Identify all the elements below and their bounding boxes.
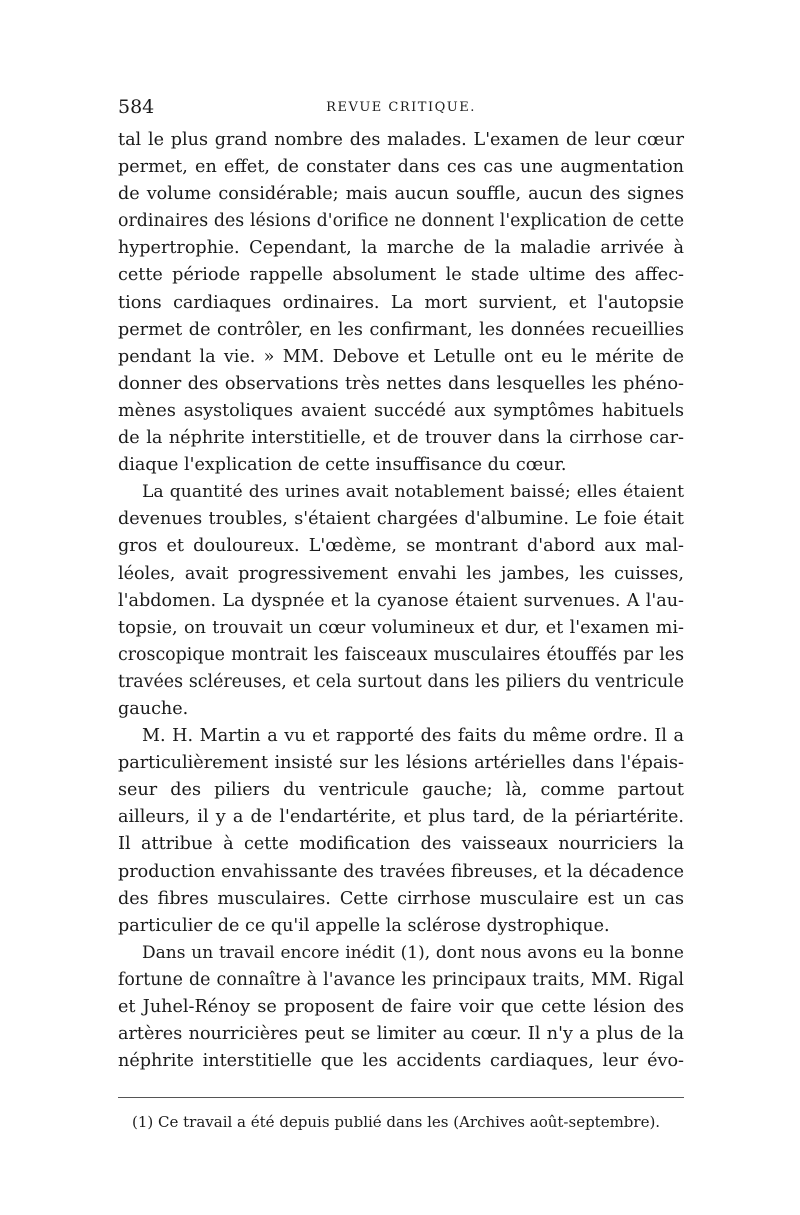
- text-line: permet, en effet, de constater dans ces cas une augmentation: [118, 157, 684, 178]
- paragraph-4: [118, 940, 684, 1075]
- text-line: permet de contrôler, en les confirmant, les données recueillies: [118, 319, 684, 340]
- page-header: [118, 96, 684, 122]
- text-line: cette période rappelle absolument le stade ultime des affec-: [118, 265, 684, 286]
- text-line: topsie, on trouvait un cœur volumineux et dur, et l'examen mi-: [118, 617, 684, 638]
- text-line: particulièrement insisté sur les lésions artérielles dans l'épais-: [118, 753, 684, 774]
- footnote: (1) Ce travail a été depuis publié dans les (Archives août-septembre).: [132, 1113, 661, 1131]
- text-line: M. H. Martin a vu et rapporté des faits du même ordre. Il a: [142, 726, 684, 747]
- text-line: seur des piliers du ventricule gauche; là, comme partout: [118, 780, 684, 801]
- text-line: diaque l'explication de cette insuffisance du cœur.: [118, 455, 567, 476]
- text-line: ailleurs, il y a de l'endartérite, et plus tard, de la périartérite.: [118, 807, 684, 828]
- text-line: hypertrophie. Cependant, la marche de la maladie arrivée à: [118, 238, 684, 259]
- text-line: des fibres musculaires. Cette cirrhose musculaire est un cas: [118, 888, 684, 909]
- text-line: léoles, avait progressivement envahi les jambes, les cuisses,: [118, 563, 684, 584]
- text-line: devenues troubles, s'étaient chargées d'albumine. Le foie était: [118, 509, 684, 530]
- text-line: travées scléreuses, et cela surtout dans les piliers du ventricule: [118, 671, 684, 692]
- text-line: Il attribue à cette modification des vaisseaux nourriciers la: [118, 834, 684, 855]
- running-head: REVUE CRITIQUE.: [326, 100, 476, 115]
- text-line: néphrite interstitielle que les accidents cardiaques, leur évo-: [118, 1051, 684, 1072]
- text-line: de la néphrite interstitielle, et de trouver dans la cirrhose car-: [118, 428, 684, 449]
- text-line: de volume considérable; mais aucun souffle, aucun des signes: [118, 184, 684, 205]
- page-number: 584: [118, 96, 155, 118]
- text-line: gauche.: [118, 698, 189, 719]
- body-text: [118, 127, 684, 1075]
- text-line: ordinaires des lésions d'orifice ne donnent l'explication de cette: [118, 211, 684, 232]
- text-line: artères nourricières peut se limiter au cœur. Il n'y a plus de la: [118, 1024, 684, 1045]
- paragraph-3: [118, 723, 684, 940]
- text-line: croscopique montrait les faisceaux musculaires étouffés par les: [118, 644, 684, 665]
- text-line: tal le plus grand nombre des malades. L'examen de leur cœur: [118, 130, 684, 150]
- text-line: production envahissante des travées fibreuses, et la décadence: [118, 861, 684, 882]
- footnote-rule: [118, 1097, 684, 1098]
- text-line: tions cardiaques ordinaires. La mort survient, et l'autopsie: [118, 292, 684, 313]
- text-line: La quantité des urines avait notablement baissé; elles étaient: [142, 482, 684, 503]
- text-line: donner des observations très nettes dans lesquelles les phéno-: [118, 373, 684, 394]
- text-line: fortune de connaître à l'avance les principaux traits, MM. Rigal: [118, 969, 684, 990]
- text-line: gros et douloureux. L'œdème, se montrant d'abord aux mal-: [118, 536, 684, 557]
- text-line: particulier de ce qu'il appelle la sclérose dystrophique.: [118, 915, 610, 936]
- text-line: et Juhel-Rénoy se proposent de faire voir que cette lésion des: [118, 997, 684, 1017]
- paragraph-2: [118, 479, 684, 723]
- text-line: l'abdomen. La dyspnée et la cyanose étaient survenues. A l'au-: [118, 590, 684, 611]
- text-line: pendant la vie. » MM. Debove et Letulle ont eu le mérite de: [118, 346, 684, 367]
- text-line: Dans un travail encore inédit (1), dont nous avons eu la bonne: [142, 942, 684, 963]
- text-line: mènes asystoliques avaient succédé aux symptômes habituels: [118, 400, 684, 421]
- paragraph-1: [118, 127, 684, 479]
